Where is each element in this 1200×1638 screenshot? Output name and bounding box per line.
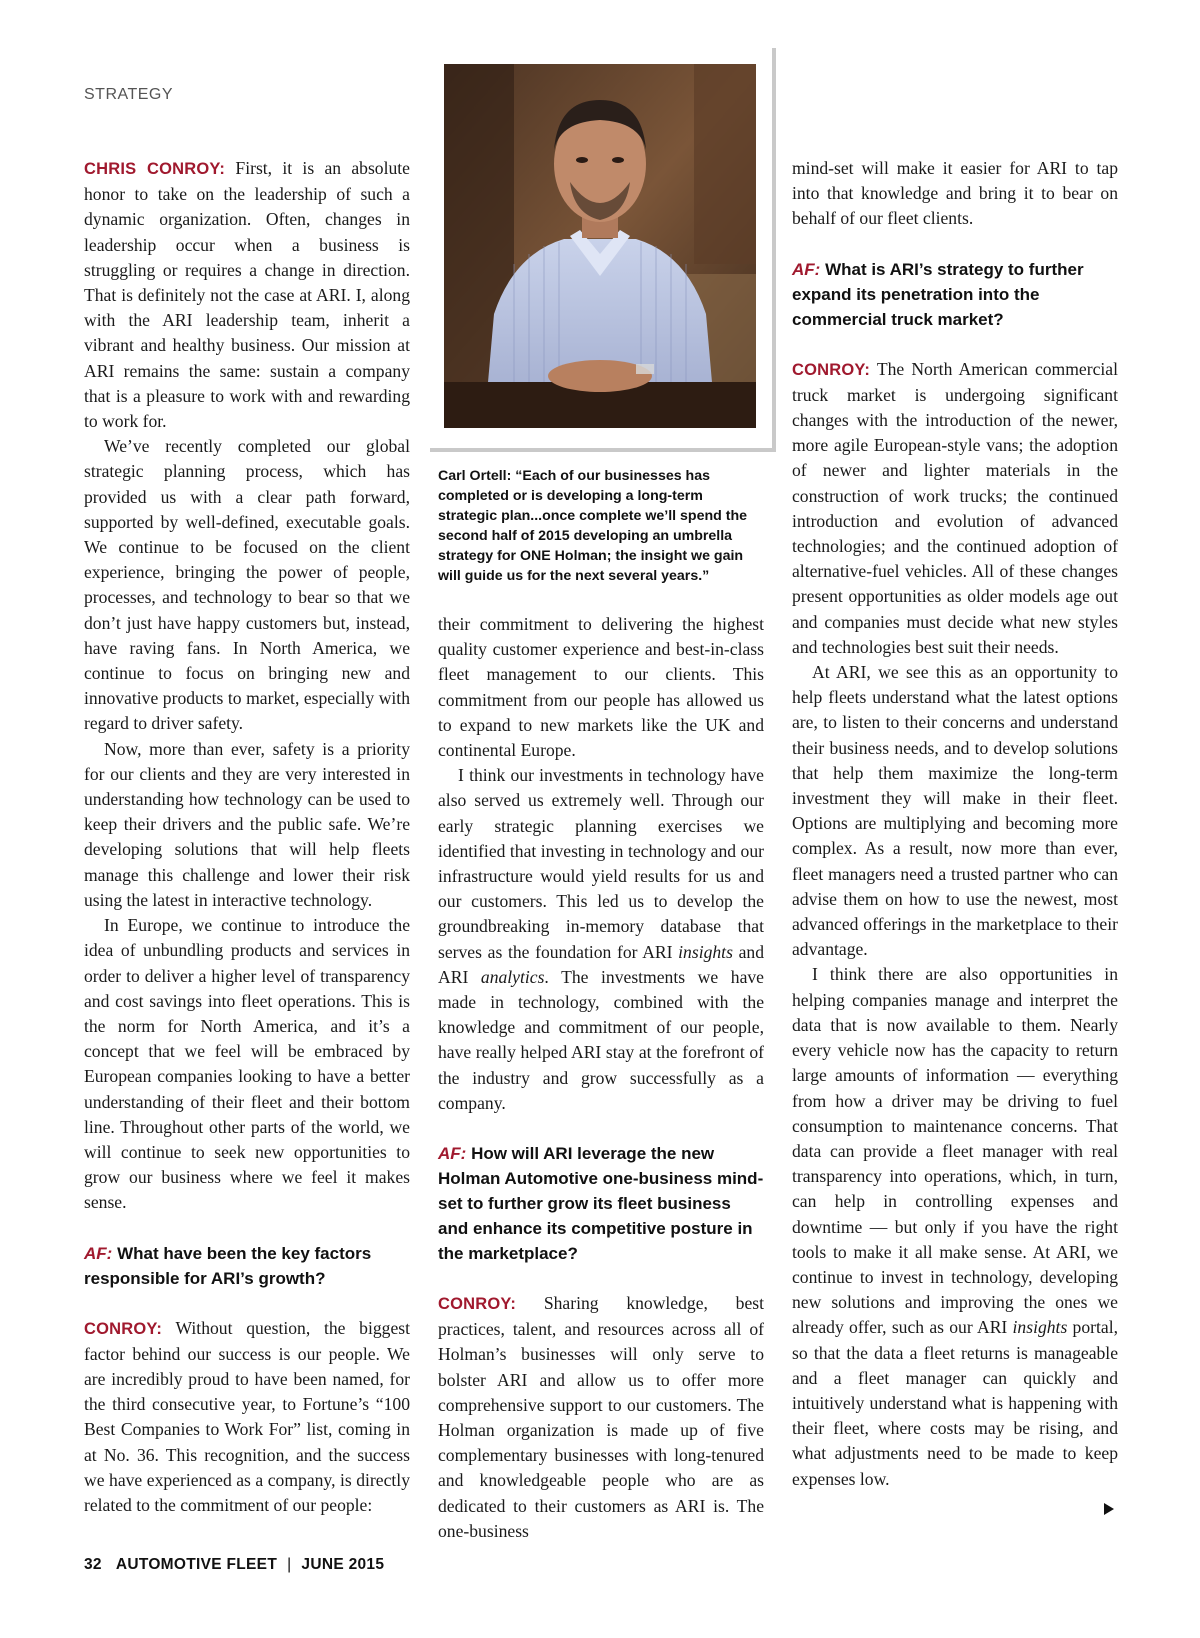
- interview-question: [792, 257, 1118, 332]
- speaker-label: CONROY:: [84, 1319, 163, 1338]
- speaker-label: CONROY:: [438, 1295, 517, 1314]
- publication-name: AUTOMOTIVE FLEET: [115, 1556, 278, 1573]
- paragraph-text: and ARI: [438, 941, 764, 987]
- interview-question: [84, 1241, 410, 1291]
- paragraph-text: The North American commercial truck market is undergoing significant changes with the introduction of the newer, more agile European-style vans; the adoption of newer and lighter materials in the construction of work trucks; the continued introduction and evolution of advanced technologies; and the continued adoption of alternative-fuel vehicles. All of these changes present opportunities as older models age out and companies must decide what new styles and technologies best suit their needs.: [792, 358, 1118, 657]
- paragraph-text: I think there are also opportunities in helping companies manage and interpret the data that is now available to them. Nearly every vehicle now has the capacity to return large amounts of information — everything from how a driver may be driving to fuel consumption to maintenance concerns. That data can provide a fleet manager with real transparency into operations, which, in turn, can help in controlling expenses and downtime — but only if you have the right tools to make it all make sense. At ARI, we continue to invest in technology, developing new solutions and improving the ones we already offer, such as our ARI: [792, 964, 1118, 1338]
- column-1: [84, 156, 410, 1518]
- paragraph-text: Sharing knowledge, best practices, talent, and resources across all of Holman’s businesses will only serve to bolster ARI and allow us to offer more comprehensive support to our customers. The Holman organization is made up of five complementary businesses with long-tenured and knowledgeable people who are as dedicated to their customers as ARI is. The one-business: [438, 1293, 764, 1541]
- italic-term: analytics: [480, 966, 545, 987]
- answer-paragraph: [792, 357, 1118, 660]
- question-tag: AF:: [438, 1144, 467, 1164]
- speaker-label: CHRIS CONROY:: [84, 160, 226, 178]
- question-text: How will ARI leverage the new Holman Automotive one-business mind-set to further grow its fleet business and enhance its competitive posture in the marketplace?: [438, 1144, 764, 1264]
- paragraph-text: portal, so that the data a fleet returns is manageable and a fleet manager can quickly and intuitively understand what is happening with their fleet, where costs may be rising, and what adjustments need to be made to keep expenses low.: [792, 1317, 1118, 1489]
- paragraph-text: I think our investments in technology have also served us extremely well. Through our early strategic planning exercises we identified that investing in technology and our infrastructure would yield results for us and our customers. This led us to develop the groundbreaking in-memory database that serves as the foundation for ARI: [438, 765, 764, 962]
- paragraph: At ARI, we see this as an opportunity to help fleets understand what the latest options are, to listen to their concerns and understand their business needs, and to develop solutions that help them maximize the long-term investment they will make in their fleet. Options are multiplying and becoming more complex. As a result, now more than ever, fleet managers need a trusted partner who can advise them on how to use the newest, most advanced offerings in the marketplace to their advantage.: [792, 662, 1118, 960]
- answer-paragraph: [438, 1291, 764, 1544]
- issue-date: JUNE 2015: [301, 1556, 385, 1573]
- question-text: What is ARI’s strategy to further expand its penetration into the commercial truck market?: [792, 259, 1084, 329]
- paragraph: We’ve recently completed our global strategic planning process, which has provided us with a clear path forward, supported by well-defined, executable goals. We continue to be focused on the client experience, bringing the power of people, processes, and technology to bear so that we don’t just have happy customers but, instead, have raving fans. In North America, we continue to focus on bringing new and innovative products to market, especially with regard to driver safety.: [84, 436, 410, 734]
- photo-caption: Carl Ortell: “Each of our businesses has completed or is developing a long-term strategic plan...once complete we’ll spend the second half of 2015 developing an umbrella strategy for ONE Holman; the insight we gain will guide us for the next several years.”: [438, 468, 748, 584]
- column-2: [438, 612, 764, 1544]
- paragraph-text: . The investments we have made in technology, combined with the knowledge and commitment of our people, have really helped ARI stay at the forefront of the industry and grow successfully as a company.: [438, 966, 764, 1113]
- answer-paragraph: [84, 156, 410, 434]
- paragraph: mind-set will make it easier for ARI to tap into that knowledge and bring it to bear on behalf of our fleet clients.: [792, 158, 1118, 229]
- paragraph: their commitment to delivering the highest quality customer experience and best-in-class fleet management to our clients. This commitment from our people has allowed us to expand to new markets like the UK and continental Europe.: [438, 614, 764, 761]
- speaker-label: CONROY:: [792, 360, 871, 379]
- question-tag: AF:: [84, 1243, 113, 1263]
- portrait-photo: [444, 64, 756, 428]
- italic-term: insights: [1012, 1317, 1068, 1338]
- interview-question: [438, 1141, 764, 1266]
- footer-separator: |: [287, 1556, 292, 1573]
- column-3: [792, 156, 1118, 1492]
- paragraph: In Europe, we continue to introduce the idea of unbundling products and services in order to deliver a higher level of transparency and cost savings into fleet operations. This is the norm for North America, and it’s a concept that we feel will be embraced by European companies looking to have a better understanding of their fleet and their bottom line. Throughout other parts of the world, we will continue to seek new opportunities to grow our business where we feel it makes sense.: [84, 915, 410, 1213]
- italic-term: insights: [678, 941, 733, 962]
- paragraph: [792, 962, 1118, 1491]
- page-number: 32: [84, 1556, 102, 1573]
- page-footer: [84, 1556, 384, 1574]
- paragraph: Now, more than ever, safety is a priority for our clients and they are very interested in understanding how technology can be used to keep their drivers and the public safe. We’re developing solutions that will help fleets manage this challenge and lower their risk using the latest in interactive technology.: [84, 738, 410, 910]
- question-text: What have been the key factors responsible for ARI’s growth?: [84, 1243, 372, 1288]
- paragraph: [438, 763, 764, 1116]
- paragraph-text: First, it is an absolute honor to take on the leadership of such a dynamic organization. Often, changes in leadership occur when a business is struggling or requires a change in direction. That is definitely not the case at ARI. I, along with the ARI leadership team, inherit a vibrant and healthy business. Our mission at ARI remains the same: sustain a company that is a pleasure to work with and rewarding to work for.: [84, 158, 410, 432]
- paragraph-text: Without question, the biggest factor behind our success is our people. We are incredibly proud to have been named, for the third consecutive year, to Fortune’s “100 Best Companies to Work For” list, coming in at No. 36. This recognition, and the success we have experienced as a company, is directly related to the commitment of our people:: [84, 1317, 410, 1515]
- answer-paragraph: [84, 1316, 410, 1519]
- question-tag: AF:: [792, 259, 821, 279]
- continue-arrow-icon: [1104, 1503, 1114, 1515]
- portrait-illustration: [444, 64, 756, 428]
- section-label: STRATEGY: [84, 86, 174, 103]
